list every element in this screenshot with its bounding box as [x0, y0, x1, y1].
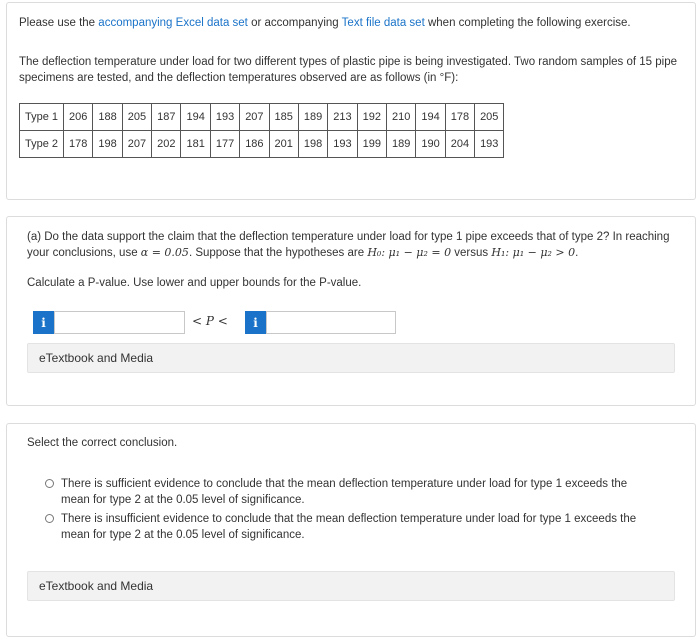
- table-cell: 192: [357, 104, 386, 131]
- table-cell: 190: [416, 131, 445, 158]
- lower-bound-group: [33, 311, 185, 334]
- part-a-question: [27, 229, 681, 261]
- table-cell: 189: [298, 104, 327, 131]
- part-a-card: [6, 216, 696, 406]
- table-cell: 193: [475, 131, 504, 158]
- p-value-inequality: < P <: [192, 314, 228, 328]
- table-cell: 193: [210, 104, 239, 131]
- radio-button[interactable]: [45, 479, 54, 488]
- table-cell: 178: [64, 131, 93, 158]
- table-cell: 198: [93, 131, 122, 158]
- problem-card: [6, 2, 696, 200]
- question-line-2a: your conclusions, use: [27, 247, 138, 259]
- temperature-data-table: [19, 103, 504, 158]
- table-cell: 202: [152, 131, 181, 158]
- text-file-data-link[interactable]: Text file data set: [341, 17, 425, 29]
- table-cell: 201: [269, 131, 298, 158]
- table-cell: 187: [152, 104, 181, 131]
- table-row: [20, 104, 504, 131]
- table-cell: 213: [328, 104, 357, 131]
- table-cell: 199: [357, 131, 386, 158]
- intro-middle: or accompanying: [251, 17, 339, 29]
- versus-text: versus: [454, 247, 489, 259]
- period: .: [575, 247, 579, 259]
- table-cell: 189: [386, 131, 415, 158]
- intro-prefix: Please use the: [19, 17, 96, 29]
- table-cell: 194: [416, 104, 445, 131]
- etextbook-media-button[interactable]: eTextbook and Media: [27, 343, 675, 373]
- excel-data-link[interactable]: accompanying Excel data set: [98, 17, 248, 29]
- question-line-2b: . Suppose that the hypotheses are: [188, 247, 365, 259]
- table-cell: 188: [93, 104, 122, 131]
- table-cell: 206: [64, 104, 93, 131]
- table-cell: 198: [298, 131, 327, 158]
- problem-description: The deflection temperature under load for two different types of plastic pipe is being investigated. Two random samples of 15 pipe specimens are tested, and the deflection temperatures observed are as follows (in °F):: [19, 56, 678, 84]
- lower-bound-input[interactable]: [54, 311, 185, 334]
- p-value-instruction: Calculate a P-value. Use lower and upper bounds for the P-value.: [27, 277, 362, 289]
- alternative-hypothesis: H₁: μ₁ − μ₂ > 0: [491, 246, 576, 259]
- info-icon[interactable]: i: [245, 311, 266, 334]
- table-cell: 185: [269, 104, 298, 131]
- table-cell: 194: [181, 104, 210, 131]
- option-text: There is insufficient evidence to conclude that the mean deflection temperature under load for type 1 exceeds the mean for type 2 at the 0.05 level of significance.: [61, 513, 637, 541]
- table-cell: 177: [210, 131, 239, 158]
- intro-suffix: when completing the following exercise.: [427, 17, 631, 29]
- null-hypothesis: H₀: μ₁ − μ₂ = 0: [367, 246, 452, 259]
- table-row: [20, 131, 504, 158]
- table-cell: 210: [386, 104, 415, 131]
- table-cell: 193: [328, 131, 357, 158]
- row-label: Type 2: [20, 131, 64, 158]
- table-cell: 207: [122, 131, 151, 158]
- upper-bound-input[interactable]: [266, 311, 396, 334]
- table-cell: 205: [475, 104, 504, 131]
- alpha-value: α = 0.05: [140, 246, 189, 259]
- table-cell: 186: [240, 131, 269, 158]
- select-conclusion-prompt: Select the correct conclusion.: [27, 437, 178, 449]
- row-label: Type 1: [20, 104, 64, 131]
- radio-button[interactable]: [45, 514, 54, 523]
- instructions-line: [19, 15, 685, 31]
- table-cell: 207: [240, 104, 269, 131]
- table-cell: 204: [445, 131, 474, 158]
- table-cell: 205: [122, 104, 151, 131]
- upper-bound-group: [245, 311, 396, 334]
- question-line-1: (a) Do the data support the claim that the deflection temperature under load for type 1 pipe exceeds that of type 2? In reaching: [27, 231, 670, 243]
- conclusion-option-2[interactable]: [45, 511, 653, 543]
- table-cell: 181: [181, 131, 210, 158]
- table-cell: 178: [445, 104, 474, 131]
- option-text: There is sufficient evidence to conclude that the mean deflection temperature under load for type 1 exceeds the mean for type 2 at the 0.05 level of significance.: [61, 478, 628, 506]
- etextbook-media-button[interactable]: eTextbook and Media: [27, 571, 675, 601]
- info-icon[interactable]: i: [33, 311, 54, 334]
- conclusion-card: [6, 423, 696, 637]
- conclusion-option-1[interactable]: [45, 476, 653, 508]
